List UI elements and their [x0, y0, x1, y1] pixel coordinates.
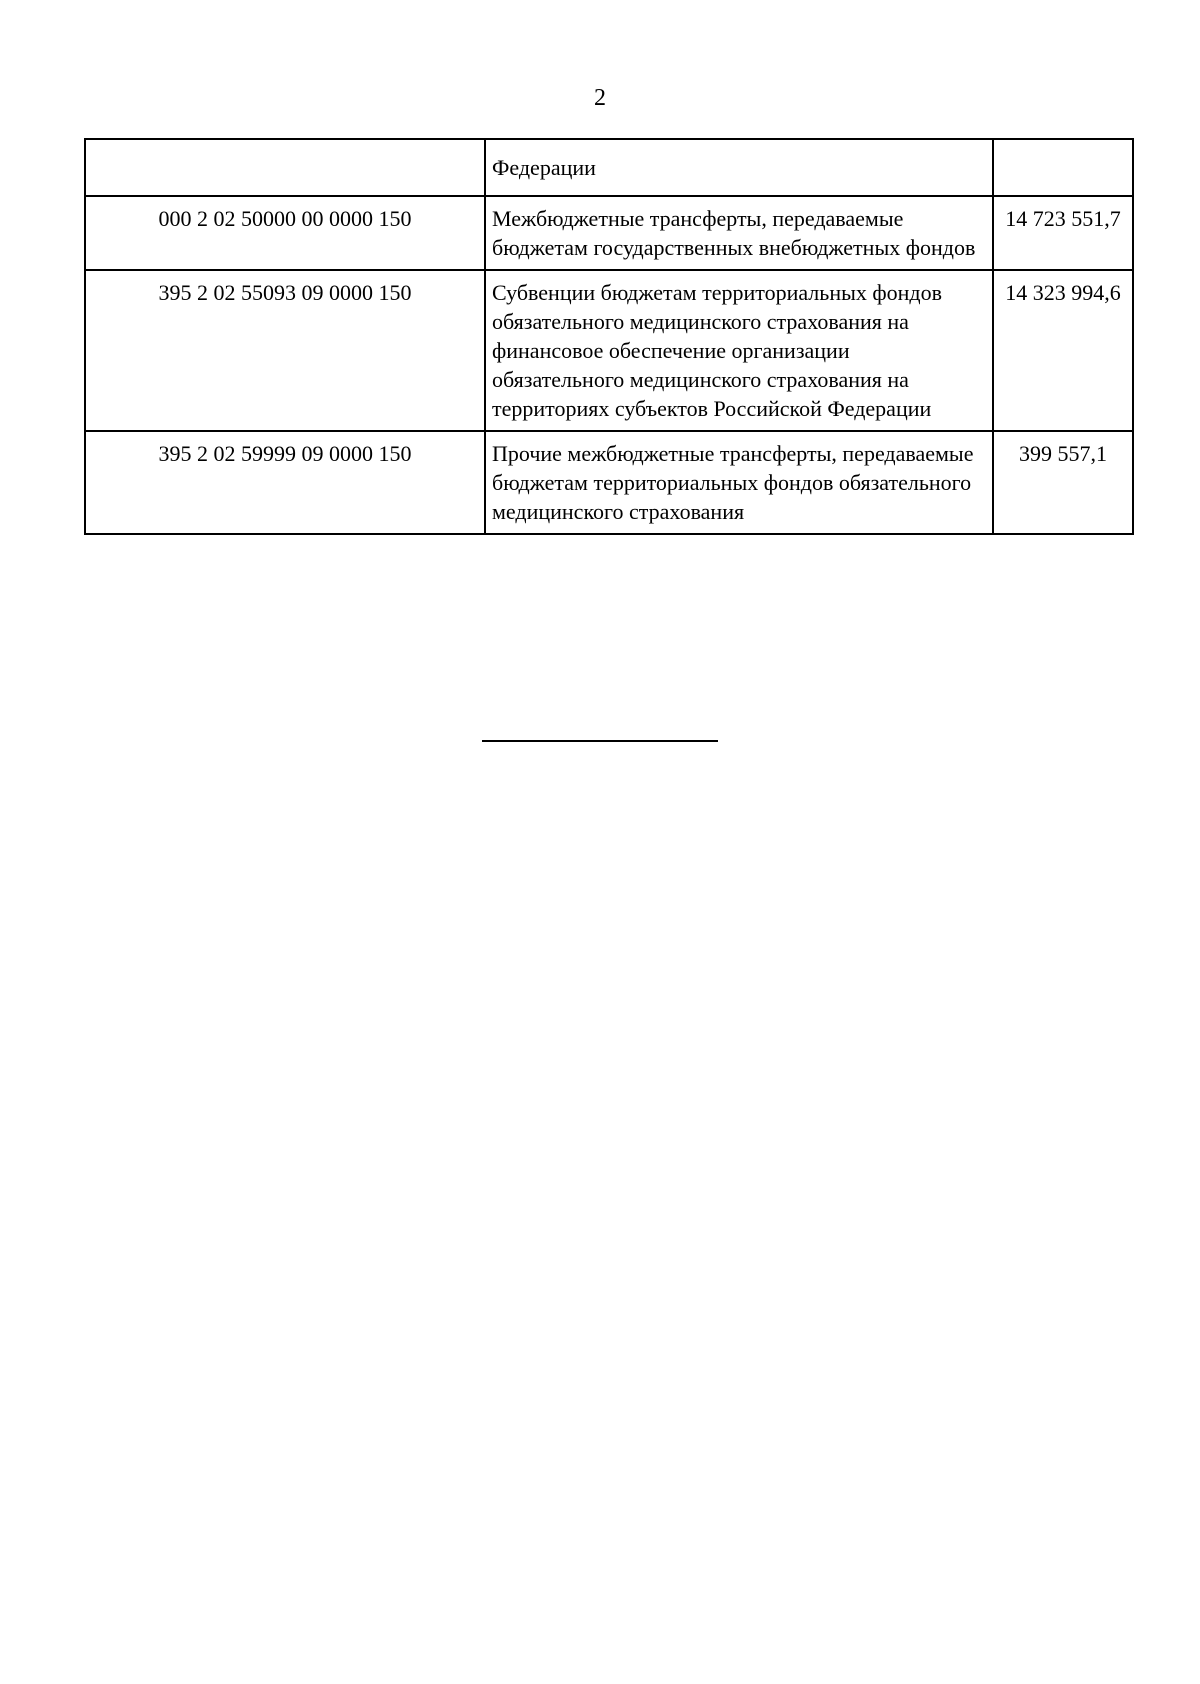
- item-name-cell: Прочие межбюджетные трансферты, передаваемые бюджетам территориальных фондов обязательного медицинского страхования: [485, 431, 993, 534]
- budget-code-cell: 000 2 02 50000 00 0000 150: [85, 196, 485, 270]
- budget-table: [84, 138, 1134, 535]
- amount-cell: 14 723 551,7: [993, 196, 1133, 270]
- budget-code-cell: 395 2 02 55093 09 0000 150: [85, 270, 485, 431]
- item-name-cell: Межбюджетные трансферты, передаваемые бюджетам государственных внебюджетных фондов: [485, 196, 993, 270]
- amount-cell: 399 557,1: [993, 431, 1133, 534]
- table-row: [85, 196, 1133, 270]
- table-row: [85, 431, 1133, 534]
- item-name-cell: Субвенции бюджетам территориальных фондов обязательного медицинского страхования на финансовое обеспечение организации обязательного медицинского страхования на территориях субъектов Российской Федерации: [485, 270, 993, 431]
- amount-cell: 14 323 994,6: [993, 270, 1133, 431]
- budget-code-cell: 395 2 02 59999 09 0000 150: [85, 431, 485, 534]
- end-of-document-rule: [482, 740, 718, 742]
- table-row: [85, 270, 1133, 431]
- amount-cell: [993, 139, 1133, 196]
- page-number: 2: [594, 85, 606, 111]
- table-row-continuation: [85, 139, 1133, 196]
- budget-code-cell: [85, 139, 485, 196]
- item-name-cell: Федерации: [485, 139, 993, 196]
